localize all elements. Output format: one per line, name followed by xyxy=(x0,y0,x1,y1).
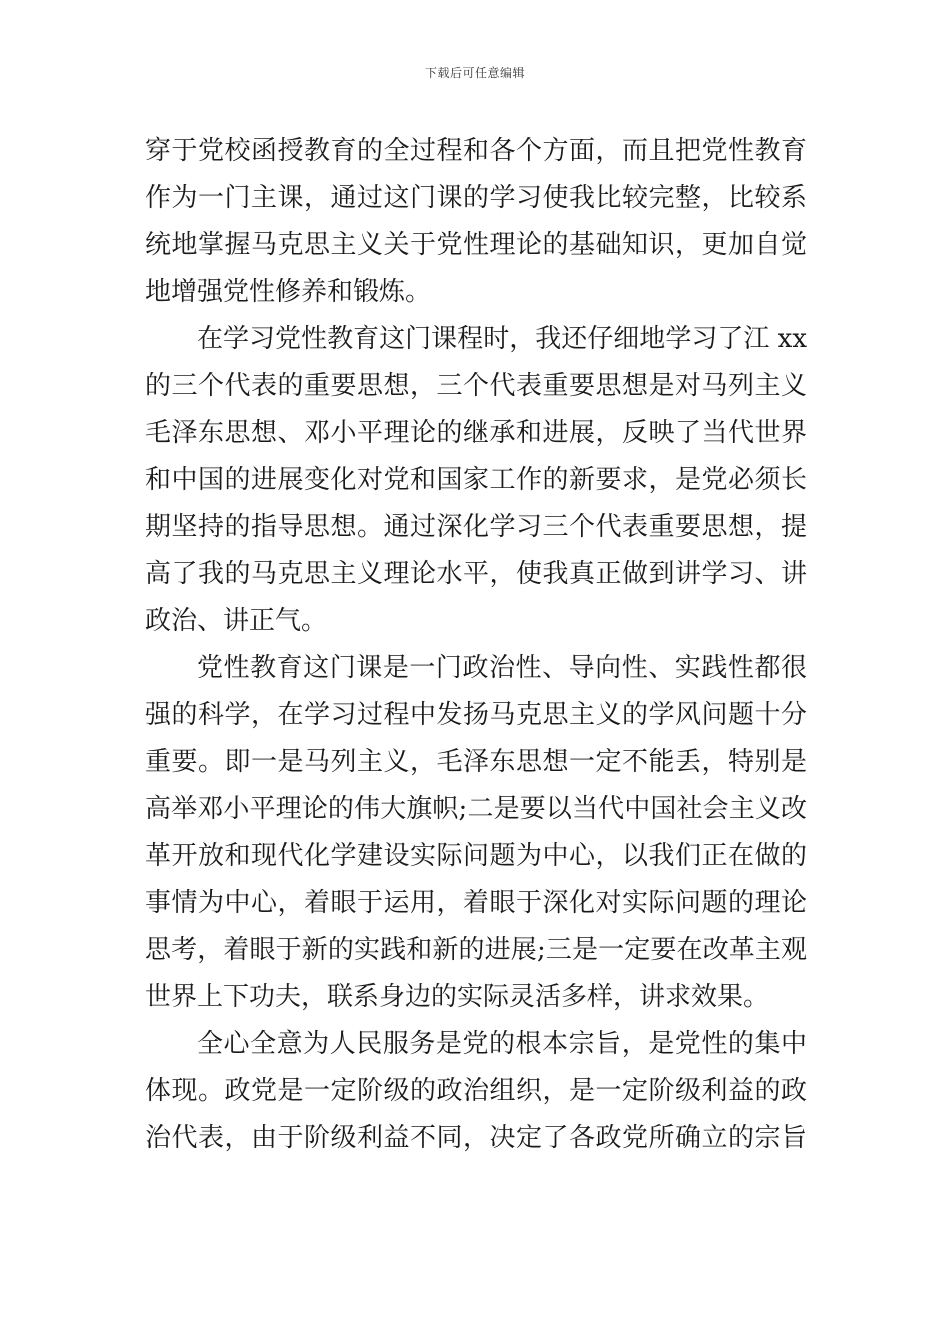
text-line: 统地掌握马克思主义关于党性理论的基础知识，更加自觉 xyxy=(145,230,807,260)
text-line: 全心全意为人民服务是党的根本宗旨，是党性的集中 xyxy=(197,1029,807,1059)
text-line: 期坚持的指导思想。通过深化学习三个代表重要思想，提 xyxy=(145,512,807,542)
text-line: 事情为中心，着眼于运用，着眼于深化对实际问题的理论 xyxy=(145,888,807,918)
text-line: 重要。即一是马列主义，毛泽东思想一定不能丢，特别是 xyxy=(145,747,807,777)
text-line: 作为一门主课，通过这门课的学习使我比较完整，比较系 xyxy=(145,183,807,213)
text-line: 治代表，由于阶级利益不同，决定了各政党所确立的宗旨 xyxy=(145,1123,807,1153)
text-line: 在学习党性教育这门课程时，我还仔细地学习了江 xx xyxy=(197,324,807,354)
text-line: 高举邓小平理论的伟大旗帜;二是要以当代中国社会主义改 xyxy=(145,794,807,824)
text-line: 思考，着眼于新的实践和新的进展;三是一定要在改革主观 xyxy=(145,935,807,965)
text-line: 高了我的马克思主义理论水平，使我真正做到讲学习、讲 xyxy=(145,559,807,589)
body-text xyxy=(145,128,807,1162)
text-line: 体现。政党是一定阶级的政治组织，是一定阶级利益的政 xyxy=(145,1076,807,1106)
text-line: 的三个代表的重要思想，三个代表重要思想是对马列主义 xyxy=(145,371,807,401)
text-line: 革开放和现代化学建设实际问题为中心，以我们正在做的 xyxy=(145,841,807,871)
text-line: 世界上下功夫，联系身边的实际灵活多样，讲求效果。 xyxy=(145,982,770,1012)
text-line: 毛泽东思想、邓小平理论的继承和进展，反映了当代世界 xyxy=(145,418,807,448)
header-note: 下载后可任意编辑 xyxy=(424,66,525,80)
text-line: 党性教育这门课是一门政治性、导向性、实践性都很 xyxy=(197,653,807,683)
text-line: 强的科学，在学习过程中发扬马克思主义的学风问题十分 xyxy=(145,700,807,730)
text-line: 穿于党校函授教育的全过程和各个方面，而且把党性教育 xyxy=(145,136,807,166)
text-line: 地增强党性修养和锻炼。 xyxy=(145,277,432,307)
text-line: 政治、讲正气。 xyxy=(145,606,328,636)
text-line: 和中国的进展变化对党和国家工作的新要求，是党必须长 xyxy=(145,465,807,495)
